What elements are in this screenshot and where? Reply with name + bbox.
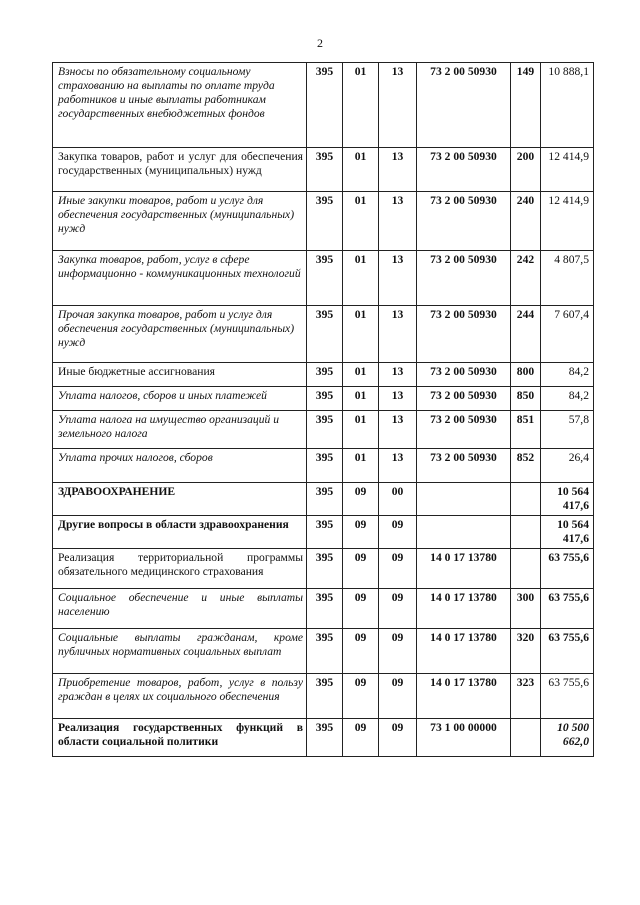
row-subsection-code: 09 [379, 589, 417, 629]
row-ved-code: 395 [307, 63, 343, 148]
table-row [53, 449, 594, 483]
row-target-article-code [417, 516, 511, 549]
table-row [53, 251, 594, 306]
row-ved-code: 395 [307, 549, 343, 589]
row-name: Уплата прочих налогов, сборов [53, 449, 307, 483]
row-subsection-code: 13 [379, 306, 417, 363]
row-subsection-code: 09 [379, 719, 417, 757]
row-subsection-code: 13 [379, 387, 417, 411]
row-name: Социальные выплаты гражданам, кроме публичных нормативных социальных выплат [53, 629, 307, 674]
row-amount: 63 755,6 [541, 589, 594, 629]
row-subsection-code: 13 [379, 411, 417, 449]
row-subsection-code: 13 [379, 63, 417, 148]
row-name: Взносы по обязательному социальному страхованию на выплаты по оплате труда работников и иные выплаты работникам государственных внебюджетных фондов [53, 63, 307, 148]
row-section-code: 01 [343, 411, 379, 449]
row-amount: 63 755,6 [541, 629, 594, 674]
table-row [53, 363, 594, 387]
row-target-article-code: 73 2 00 50930 [417, 306, 511, 363]
row-expense-type-code: 244 [511, 306, 541, 363]
row-amount: 10 564 417,6 [541, 483, 594, 516]
row-expense-type-code [511, 719, 541, 757]
budget-table [52, 62, 594, 757]
row-target-article-code: 73 2 00 50930 [417, 148, 511, 192]
row-target-article-code: 73 2 00 50930 [417, 363, 511, 387]
row-expense-type-code: 852 [511, 449, 541, 483]
row-subsection-code: 00 [379, 483, 417, 516]
row-expense-type-code [511, 483, 541, 516]
row-amount: 10 888,1 [541, 63, 594, 148]
table-row [53, 589, 594, 629]
row-target-article-code: 73 2 00 50930 [417, 192, 511, 251]
row-amount: 10 500 662,0 [541, 719, 594, 757]
row-expense-type-code [511, 516, 541, 549]
row-section-code: 09 [343, 549, 379, 589]
row-target-article-code: 73 2 00 50930 [417, 63, 511, 148]
row-section-code: 01 [343, 306, 379, 363]
row-expense-type-code [511, 549, 541, 589]
row-amount: 84,2 [541, 387, 594, 411]
row-name: Иные бюджетные ассигнования [53, 363, 307, 387]
row-subsection-code: 13 [379, 449, 417, 483]
row-section-code: 01 [343, 387, 379, 411]
row-ved-code: 395 [307, 148, 343, 192]
row-name: ЗДРАВООХРАНЕНИЕ [53, 483, 307, 516]
row-ved-code: 395 [307, 306, 343, 363]
row-expense-type-code: 800 [511, 363, 541, 387]
row-section-code: 09 [343, 483, 379, 516]
row-name: Реализация государственных функций в области социальной политики [53, 719, 307, 757]
row-amount: 57,8 [541, 411, 594, 449]
row-expense-type-code: 149 [511, 63, 541, 148]
row-target-article-code: 14 0 17 13780 [417, 629, 511, 674]
row-target-article-code: 14 0 17 13780 [417, 549, 511, 589]
row-name: Социальное обеспечение и иные выплаты населению [53, 589, 307, 629]
row-section-code: 01 [343, 148, 379, 192]
row-name: Прочая закупка товаров, работ и услуг для обеспечения государственных (муниципальных) нужд [53, 306, 307, 363]
row-ved-code: 395 [307, 192, 343, 251]
row-target-article-code: 73 2 00 50930 [417, 387, 511, 411]
row-target-article-code: 73 2 00 50930 [417, 449, 511, 483]
row-name: Другие вопросы в области здравоохранения [53, 516, 307, 549]
row-amount: 63 755,6 [541, 549, 594, 589]
row-section-code: 09 [343, 629, 379, 674]
row-section-code: 01 [343, 192, 379, 251]
row-subsection-code: 09 [379, 629, 417, 674]
row-expense-type-code: 300 [511, 589, 541, 629]
table-row [53, 674, 594, 719]
row-expense-type-code: 323 [511, 674, 541, 719]
row-expense-type-code: 851 [511, 411, 541, 449]
row-subsection-code: 13 [379, 192, 417, 251]
row-ved-code: 395 [307, 449, 343, 483]
row-expense-type-code: 320 [511, 629, 541, 674]
row-amount: 84,2 [541, 363, 594, 387]
row-expense-type-code: 200 [511, 148, 541, 192]
row-amount: 7 607,4 [541, 306, 594, 363]
row-target-article-code [417, 483, 511, 516]
table-row [53, 192, 594, 251]
row-subsection-code: 13 [379, 363, 417, 387]
row-section-code: 09 [343, 719, 379, 757]
row-expense-type-code: 850 [511, 387, 541, 411]
row-name: Уплата налогов, сборов и иных платежей [53, 387, 307, 411]
table-row [53, 63, 594, 148]
table-row [53, 148, 594, 192]
row-expense-type-code: 242 [511, 251, 541, 306]
row-amount: 26,4 [541, 449, 594, 483]
row-section-code: 01 [343, 449, 379, 483]
table-row [53, 629, 594, 674]
row-target-article-code: 73 1 00 00000 [417, 719, 511, 757]
row-target-article-code: 14 0 17 13780 [417, 674, 511, 719]
row-section-code: 09 [343, 589, 379, 629]
row-ved-code: 395 [307, 363, 343, 387]
row-subsection-code: 09 [379, 516, 417, 549]
row-name: Реализация территориальной программы обязательного медицинского страхования [53, 549, 307, 589]
row-ved-code: 395 [307, 251, 343, 306]
row-ved-code: 395 [307, 411, 343, 449]
row-subsection-code: 09 [379, 674, 417, 719]
row-name: Закупка товаров, работ, услуг в сфере информационно - коммуникационных технологий [53, 251, 307, 306]
row-name: Иные закупки товаров, работ и услуг для обеспечения государственных (муниципальных) нужд [53, 192, 307, 251]
row-subsection-code: 09 [379, 549, 417, 589]
row-section-code: 01 [343, 63, 379, 148]
table-row [53, 411, 594, 449]
table-row [53, 549, 594, 589]
row-amount: 12 414,9 [541, 148, 594, 192]
row-subsection-code: 13 [379, 251, 417, 306]
row-section-code: 01 [343, 363, 379, 387]
row-ved-code: 395 [307, 387, 343, 411]
row-amount: 10 564 417,6 [541, 516, 594, 549]
row-amount: 12 414,9 [541, 192, 594, 251]
row-target-article-code: 73 2 00 50930 [417, 251, 511, 306]
table-row [53, 719, 594, 757]
row-ved-code: 395 [307, 483, 343, 516]
page-number: 2 [317, 36, 323, 50]
row-target-article-code: 73 2 00 50930 [417, 411, 511, 449]
table-row [53, 483, 594, 516]
row-ved-code: 395 [307, 629, 343, 674]
row-name: Уплата налога на имущество организаций и земельного налога [53, 411, 307, 449]
row-expense-type-code: 240 [511, 192, 541, 251]
row-ved-code: 395 [307, 516, 343, 549]
row-ved-code: 395 [307, 589, 343, 629]
row-amount: 63 755,6 [541, 674, 594, 719]
table-row [53, 516, 594, 549]
table-row [53, 306, 594, 363]
row-name: Закупка товаров, работ и услуг для обеспечения государственных (муниципальных) нужд [53, 148, 307, 192]
row-amount: 4 807,5 [541, 251, 594, 306]
row-subsection-code: 13 [379, 148, 417, 192]
row-name: Приобретение товаров, работ, услуг в пользу граждан в целях их социального обеспечения [53, 674, 307, 719]
row-target-article-code: 14 0 17 13780 [417, 589, 511, 629]
row-ved-code: 395 [307, 674, 343, 719]
row-section-code: 01 [343, 251, 379, 306]
table-row [53, 387, 594, 411]
row-section-code: 09 [343, 516, 379, 549]
row-ved-code: 395 [307, 719, 343, 757]
row-section-code: 09 [343, 674, 379, 719]
